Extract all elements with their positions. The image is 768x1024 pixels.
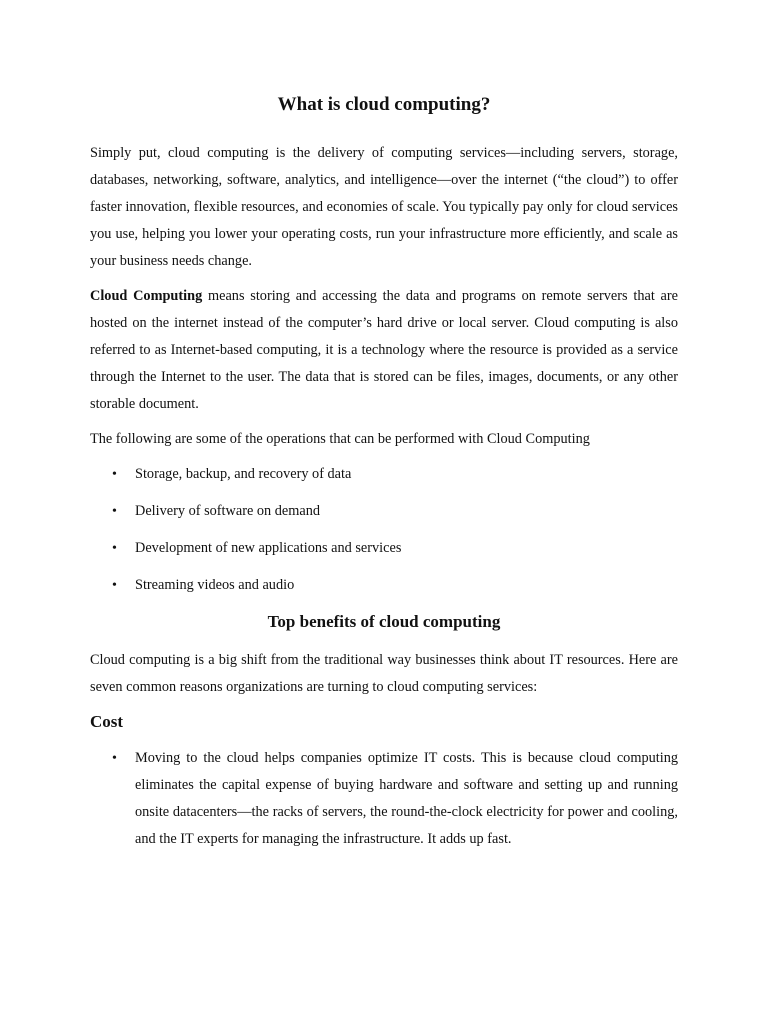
list-item — [90, 498, 678, 525]
list-item-text: Development of new applications and services — [135, 540, 402, 556]
cost-heading: Cost — [90, 712, 124, 731]
document-page — [90, 90, 678, 861]
list-item-text: Moving to the cloud helps companies optimize IT costs. This is because cloud computing eliminates the capital expense of buying hardware and software and setting up and running onsite datacenters—the racks of servers, the round-the-clock electricity for power and cooling, and the IT experts for managing the infrastructure. It adds up fast. — [135, 750, 678, 847]
operations-intro: The following are some of the operations that can be performed with Cloud Computing — [90, 431, 590, 447]
list-item — [90, 572, 678, 599]
page-title: What is cloud computing? — [277, 94, 491, 115]
definition-term: Cloud Computing — [90, 288, 203, 304]
list-item-text: Delivery of software on demand — [135, 503, 321, 519]
intro-paragraph: Simply put, cloud computing is the delivery of computing services—including servers, storage, databases, networking, software, analytics, and intelligence—over the internet (“the cloud”) to offer faster innovation, flexible resources, and economies of scale. You typically pay only for cloud services you use, helping you lower your operating costs, run your infrastructure more efficiently, and scale as your business needs change. — [90, 145, 678, 269]
list-item-text: Storage, backup, and recovery of data — [135, 466, 352, 482]
bullet-icon: • — [112, 541, 117, 556]
list-item-text: Streaming videos and audio — [135, 577, 295, 593]
benefits-intro: Cloud computing is a big shift from the traditional way businesses think about IT resources. Here are seven common reasons organizations are turning to cloud computing services: — [90, 652, 678, 695]
bullet-icon: • — [112, 751, 117, 766]
bullet-icon: • — [112, 467, 117, 482]
bullet-icon: • — [112, 578, 117, 593]
definition-paragraph — [90, 283, 678, 418]
list-item — [90, 535, 678, 562]
list-item — [90, 745, 678, 853]
benefits-heading: Top benefits of cloud computing — [267, 612, 501, 631]
operations-list — [90, 461, 678, 599]
list-item — [90, 461, 678, 488]
cost-list — [90, 745, 678, 853]
bullet-icon: • — [112, 504, 117, 519]
definition-text: means storing and accessing the data and programs on remote servers that are hosted on the internet instead of the computer’s hard drive or local server. Cloud computing is also referred to as Internet-based computing, it is a technology where the resource is provided as a service through the Internet to the user. The data that is stored can be files, images, documents, or any other storable document. — [90, 288, 678, 412]
